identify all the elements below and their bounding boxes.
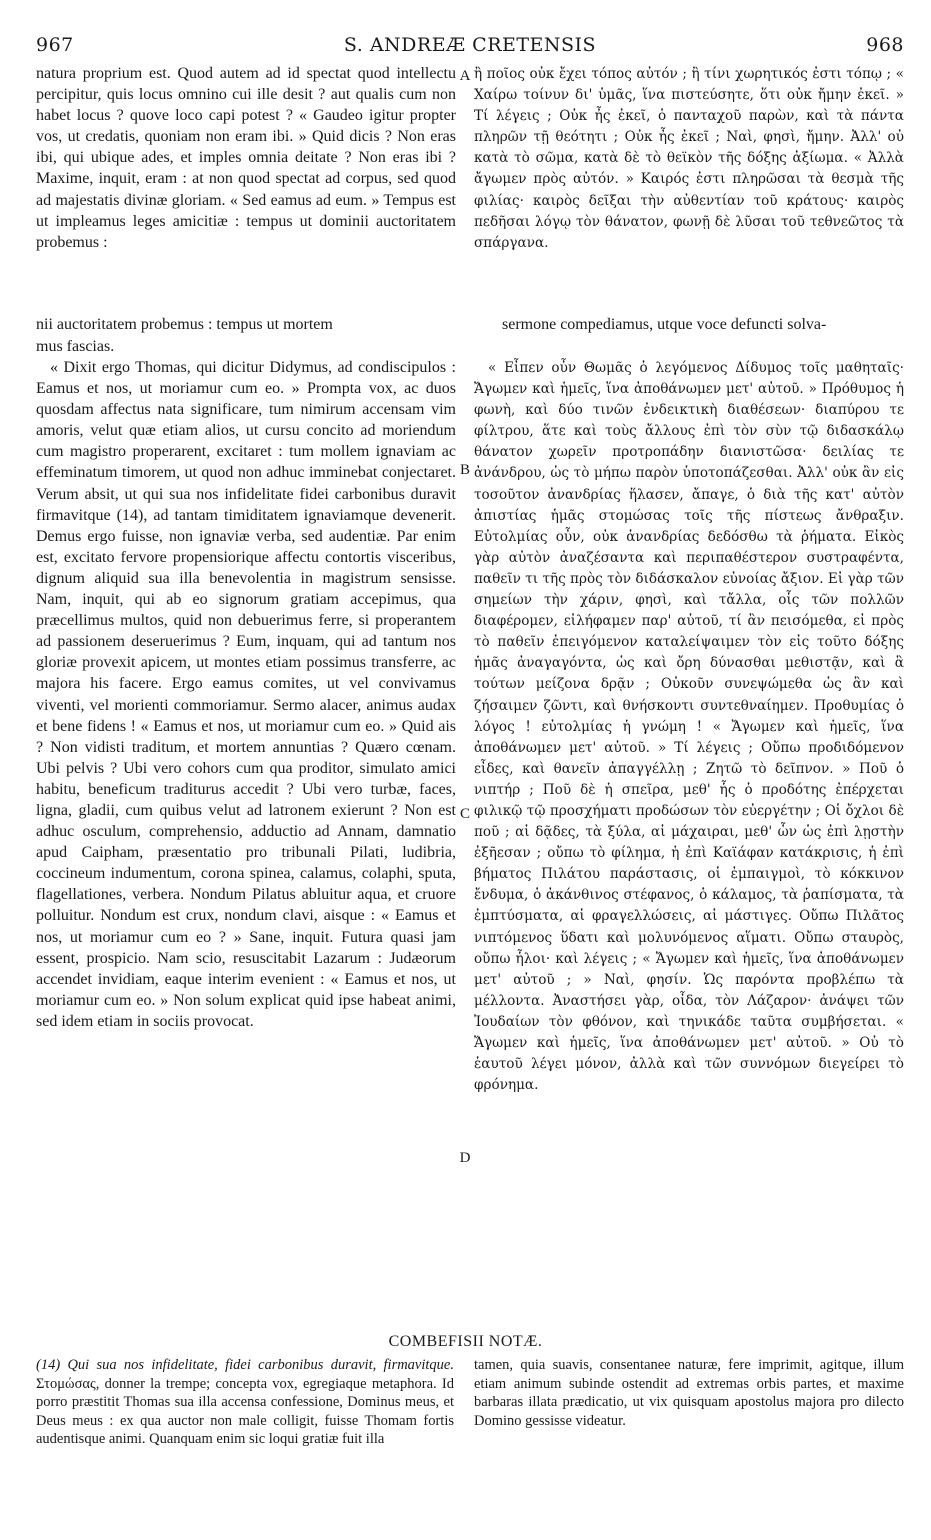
page-number-left: 967 <box>36 34 74 56</box>
latin-column-top <box>36 63 456 313</box>
section-marker-d: D <box>459 1150 471 1166</box>
note-14-body: Στομώσας, donner la trempe; concepta vox, egregiaque metaphora. Id porro præstitit Thomas sua illa accensa confessione, Dominus meus, et Deus meus : ex qua auctor non male colligit, fuisse Thomam fortis audentisque animi. Quanquam enim sic loqui gratiæ fuit illa <box>36 1375 454 1448</box>
latin-paragraph-1-end: mus fascias. <box>36 338 115 355</box>
section-marker-a: A <box>459 68 471 84</box>
latin-column-main <box>36 357 456 1327</box>
notes-title: COMBEFISII NOTÆ. <box>388 1333 543 1350</box>
notes-right-column <box>474 1356 904 1486</box>
running-title: S. ANDREÆ CRETENSIS <box>343 34 597 56</box>
greek-paragraph-1: ἢ ποῖος οὐκ ἔχει τόπος αὐτόν ; ἢ τίνι χωρητικός ἐστι τόπῳ ; « Χαίρω τοίνυν δι' ὑμᾶς, ἵνα πιστεύσητε, ὅτι οὐκ ἤμην ἐκεῖ. » Τί λέγεις ; Οὐκ ἦς ἐκεῖ, ὁ πανταχοῦ παρὼν, καὶ τὰ πάντα πληρῶν τῇ θεότητι ; Οὐκ ἦς ἐκεῖ ; Ναὶ, φησὶ, ἤμην. Ἀλλ' οὐ κατὰ τὸ σῶμα, κατὰ δὲ τὸ θεϊκὸν τῆς δόξης ἀξίωμα. « Ἀλλὰ ἄγωμεν πρὸς αὐτόν. » Καιρός ἐστι πληρῶσαι τὰ θεσμὰ τῆς φιλίας· καιρὸς δεῖξαι τὴν αὐθεντίαν τοῦ κράτους· καιρὸς πεδῆσαι λόγῳ τὸν θάνατον, φωνῇ δὲ λῦσαι τοῦ τεθνεῶτος τὰ σπάργανα. <box>474 66 904 251</box>
greek-column-main <box>474 358 904 1326</box>
note-14 <box>36 1356 454 1449</box>
latin-span-continuation: sermone compediamus, utque voce defuncti solva- <box>502 316 827 333</box>
latin-span-fragment: nii auctoritatem probemus : tempus ut mortem <box>36 316 333 333</box>
running-header <box>36 34 904 56</box>
latin-paragraph-1-end-wrap <box>36 336 456 358</box>
latin-paragraph-2: « Dixit ergo Thomas, qui dicitur Didymus, ad condiscipulos : Eamus et nos, ut moriamur cum eo. » Prompta vox, ac duos quosdam affectus nata significare, tum nimirum accensam vim amoris, velut quæ etiam alios, ut cursu concito ad moriendum cum magistro properarent, excitaret : tum mollem ignaviam ac effeminatum timorem, ut quod non adhuc imminebat conjectaret. Verum absit, ut qui sua nos infidelitate fidei carbonibus duravit firmavitque (14), ad tantam timiditatem ignaviamque devenerit. Demus ergo fuisse, non ignaviæ verba, sed audentiæ. Par enim est, excitato fervore propensiorique affectu contortis visceribus, dignum aliquid sua illa benevolentia in magistrum sensisse. Nam, inquit, qui ab eo signorum gratiam accepimus, qua præcellimus multos, quid non debuerimus ferre, si properantem ad passionem deseruerimus ? Eum, inquam, qui ad tantum nos gloriæ provexit apicem, ut montes etiam possimus transferre, ac majora his facere. Ergo eamus comites, ut vel convivamus viventi, vel morienti commoriamur. Sermo alacer, animus audax et bene fidens ! « Eamus et nos, ut moriamur cum eo. » Quid ais ? Non vidisti traditum, et mortem annuntias ? Quæro cœnam. Ubi pelvis ? Ubi vero cohors cum qua proditor, simulato amici habitu, beneficum traditurus accedit ? Ubi vero turbæ, faces, ligna, gladii, cum quibus velut ad latronem exierunt ? Non est adhuc osculum, comprehensio, adductio ad Annam, damnatio apud Caipham, præsentatio pro tribunali Pilati, ludibria, coccineum indumentum, corona spinea, calamus, colaphi, sputa, flagellationes, verbera. Nondum Pilatus abluitur aqua, et cruore polluitur. Nondum est crux, nondum clavi, aisque : « Eamus et nos, ut moriamur cum eo ? » Sane, inquit. Futura quasi jam essent, prospicio. Nam scio, resuscitabit Lazarum : Judæorum accendet invidiam, eaque interim evenient : « Eamus et nos, ut moriamur cum eo. » Non solum explicat quid ipse habeat animi, sed idem etiam in sociis provocat. <box>36 359 456 1030</box>
greek-column-top <box>474 64 904 312</box>
section-marker-c: C <box>459 806 470 822</box>
note-14-lemma: (14) Qui sua nos infidelitate, fidei carbonibus duravit, firmavitque. <box>36 1357 454 1373</box>
greek-paragraph-2: « Εἶπεν οὖν Θωμᾶς ὁ λεγόμενος Δίδυμος τοῖς μαθηταῖς· Ἄγωμεν καὶ ἡμεῖς, ἵνα ἀποθάνωμεν μετ' αὐτοῦ. » Πρόθυμος ἡ φωνὴ, καὶ δύο τινῶν ἐνδεικτικὴ διαθέσεων· διαπύρου τε φίλτρου, ἅτε καὶ τοὺς ἄλλους ἐπὶ τὸν σὺν τῷ διδασκάλῳ θάνατον χωρεῖν προτροπάδην διανιστῶσα· δειλίας τε ἀνάνδρου, ὡς τὸ μήπω παρὸν ὑποτοπάζεσθαι. Ἀλλ' οὐκ ἂν εἰς τοσοῦτον ἀνανδρίας ἥλασεν, ἄπαγε, ὁ διὰ τῆς κατ' αὐτὸν ἀπιστίας ἡμᾶς στομώσας τοῖς τῆς πίστεως ἄνθραξιν. Εὐτολμίας οὖν, οὐκ ἀνανδρίας δεδόσθω τὰ ῥήματα. Εἰκὸς γὰρ αὐτὸν ἀναζέσαντα καὶ περιπαθέστερον συστραφέντα, παθεῖν τι τῆς πρὸς τὸν διδάσκαλον εὐνοίας ἄξιον. Εἰ γὰρ τῶν σημείων τὴν χάριν, φησὶ, καὶ τἄλλα, οἷς τῶν πολλῶν διαφέρομεν, εἰλήφαμεν παρ' αὐτοῦ, τί ἂν πεισόμεθα, εἰ πρὸς τὸ παθεῖν ἐπειγόμενον καταλείψαιμεν τὸν εἰς τοῦτο δόξης ἡμᾶς ἀναγαγόντα, ὡς καὶ ὄρη δύνασθαι μεθιστᾷν, καὶ ἃ τούτων μείζονα δρᾷν ; Οὐκοῦν συνεψώμεθα ὡς ἂν καὶ ζήσαιμεν ζῶντι, καὶ θνήσκοντι συντεθναίημεν. Προθυμίας ὁ λόγος ! εὐτολμίας ἡ γνώμη ! « Ἄγωμεν καὶ ἡμεῖς, ἵνα ἀποθάνωμεν μετ' αὐτοῦ. » Τί λέγεις ; Οὔπω προδιδόμενον εἶδες, καὶ θανεῖν ἀπαγγέλλῃ ; Ζητῶ τὸ δεῖπνον. » Ποῦ ὁ νιπτήρ ; Ποῦ δὲ ἡ σπεῖρα, μεθ' ἧς ὁ προδότης ἐπέρχεται φιλικῷ τῷ προσχήματι προδώσων τὸν εὐεργέτην ; Οἱ ὄχλοι δὲ ποῦ ; αἱ δᾷδες, τὰ ξύλα, αἱ μάχαιραι, μεθ' ὧν ὡς ἐπὶ λῃστὴν ἐξῆεσαν ; οὔπω τὸ φίλημα, ἡ ἐπὶ Καϊάφαν κατάκρισις, ἡ ἐπὶ βήματος Πιλάτου παράστασις, οἱ ἐμπαιγμοὶ, τὸ κόκκινον ἔνδυμα, ὁ ἀκάνθινος στέφανος, ὁ κάλαμος, τὰ ῥαπίσματα, τὰ ἐμπτύσματα, αἱ φραγελλώσεις, αἱ μάστιγες. Οὔπω Πιλᾶτος νιπτόμενος ὕδατι καὶ μολυνόμενος αἵματι. Οὔπω σταυρὸς, οὔπω ἧλοι· καὶ λέγεις ; « Ἄγωμεν καὶ ἡμεῖς, ἵνα ἀποθάνωμεν μετ' αὐτοῦ ; » Ναὶ, φησίν. Ὡς παρόντα προβλέπω τὰ μέλλοντα. Ἀναστήσει γὰρ, οἶδα, τὸν Λάζαρον· ἀνάψει τῶν Ἰουδαίων τὸν φθόνον, καὶ τηνικάδε ταῦτα συμβήσεται. « Ἄγωμεν καὶ ἡμεῖς, ἵνα ἀποθάνωμεν μετ' αὐτοῦ. » Οὐ τὸ ἑαυτοῦ λέγει μόνον, ἀλλὰ καὶ τῶν συννόμων διεγείρει τὸ φρόνημα. <box>474 360 904 1094</box>
section-marker-b: B <box>459 462 470 478</box>
latin-paragraph-1: natura proprium est. Quod autem ad id spectat quod intellectu percipitur, quis locus omnino cui ille desit ? aut qualis cum non habet locus ? quove loco capi potest ? « Gaudeo igitur propter vos, ut credatis, quoniam non eram ibi. » Quid dicis ? Non eras ibi, qui ubique ades, et imples omnia deitate ? Non eras ibi ? Maxime, inquit, eram : at non quod spectat ad corpus, sed quod ad majestatis divinæ gloriam. « Sed eamus ad eum. » Tempus est ut impleamus leges amicitiæ : tempus ut dominii auctoritatem probemus : <box>36 65 456 251</box>
notes-left-column <box>36 1356 454 1486</box>
note-14-continuation: tamen, quia suavis, consentanee naturæ, fere imprimit, agitque, illum etiam animum subinde ostendit ad extremas orbis partes, et maxime barbaras illata prædicatio, ut vix quisquam apostolus majora pro dilecto Domino gessisse videatur. <box>474 1357 904 1429</box>
page-number-right: 968 <box>866 34 904 56</box>
